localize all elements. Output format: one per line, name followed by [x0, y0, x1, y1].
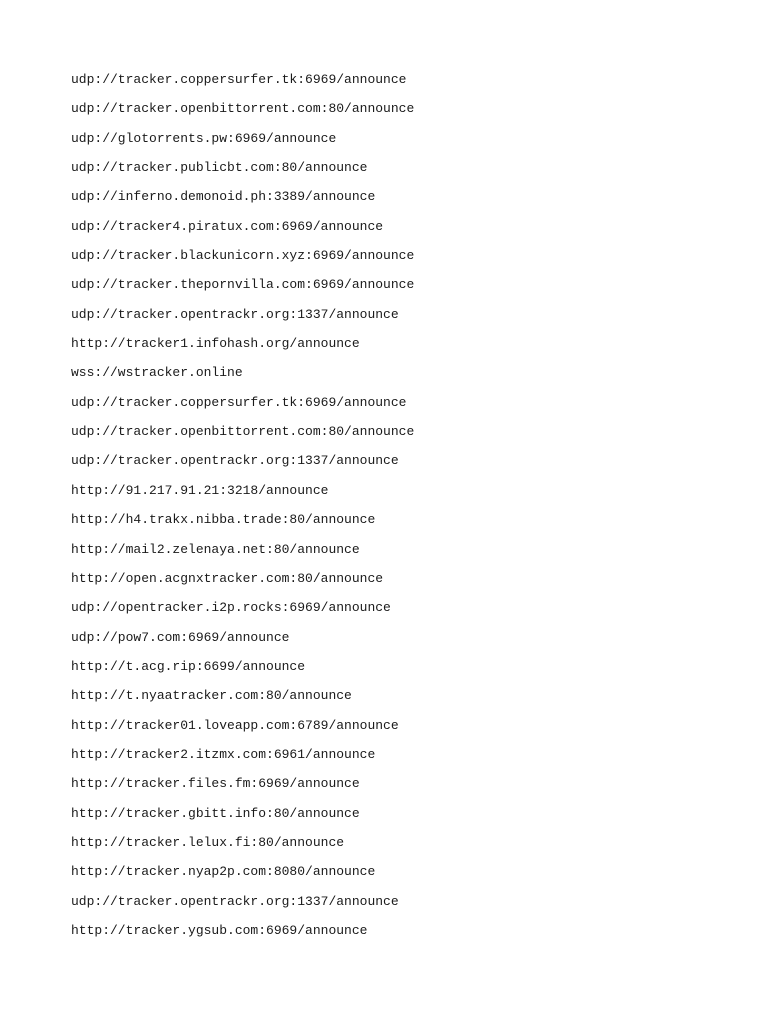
tracker-url-line: http://h4.trakx.nibba.trade:80/announce [71, 512, 376, 528]
tracker-url-line: http://91.217.91.21:3218/announce [71, 482, 329, 498]
tracker-url-line: udp://tracker.coppersurfer.tk:6969/announce [71, 394, 407, 410]
tracker-url-line: http://open.acgnxtracker.com:80/announce [71, 570, 384, 586]
tracker-url-line: http://tracker.ygsub.com:6969/announce [71, 922, 368, 938]
tracker-url-line: http://tracker.files.fm:6969/announce [71, 776, 360, 792]
tracker-url-line: udp://tracker.coppersurfer.tk:6969/announce [71, 72, 407, 87]
tracker-url-line: http://tracker2.itzmx.com:6961/announce [71, 746, 376, 762]
tracker-url-line: http://tracker.nyap2p.com:8080/announce [71, 864, 376, 880]
tracker-url-line: udp://opentracker.i2p.rocks:6969/announce [71, 600, 391, 616]
tracker-url-line: http://tracker1.infohash.org/announce [71, 336, 360, 352]
tracker-url-line: http://t.nyaatracker.com:80/announce [71, 688, 352, 704]
tracker-url-line: udp://tracker4.piratux.com:6969/announce [71, 218, 384, 234]
tracker-url-line: udp://glotorrents.pw:6969/announce [71, 130, 337, 146]
tracker-url-line: http://tracker01.loveapp.com:6789/announce [71, 717, 399, 733]
tracker-url-line: udp://tracker.publicbt.com:80/announce [71, 160, 368, 176]
tracker-url-line: udp://tracker.opentrackr.org:1337/announce [71, 306, 399, 322]
tracker-url-line: wss://wstracker.online [71, 365, 243, 381]
tracker-url-list [71, 70, 414, 950]
tracker-url-line: udp://tracker.opentrackr.org:1337/announce [71, 893, 399, 909]
tracker-url-line: udp://inferno.demonoid.ph:3389/announce [71, 189, 376, 205]
tracker-url-line: http://t.acg.rip:6699/announce [71, 658, 306, 674]
tracker-url-line: http://mail2.zelenaya.net:80/announce [71, 541, 360, 557]
tracker-url-line: udp://tracker.openbittorrent.com:80/announce [71, 424, 415, 440]
tracker-url-line: http://tracker.gbitt.info:80/announce [71, 805, 360, 821]
tracker-url-line: udp://tracker.thepornvilla.com:6969/announce [71, 277, 415, 293]
tracker-url-line: udp://tracker.openbittorrent.com:80/announce [71, 101, 415, 117]
tracker-url-line: udp://pow7.com:6969/announce [71, 629, 290, 645]
tracker-url-line: udp://tracker.opentrackr.org:1337/announce [71, 453, 399, 469]
tracker-url-line: udp://tracker.blackunicorn.xyz:6969/announce [71, 248, 415, 264]
tracker-url-line: http://tracker.lelux.fi:80/announce [71, 834, 345, 850]
